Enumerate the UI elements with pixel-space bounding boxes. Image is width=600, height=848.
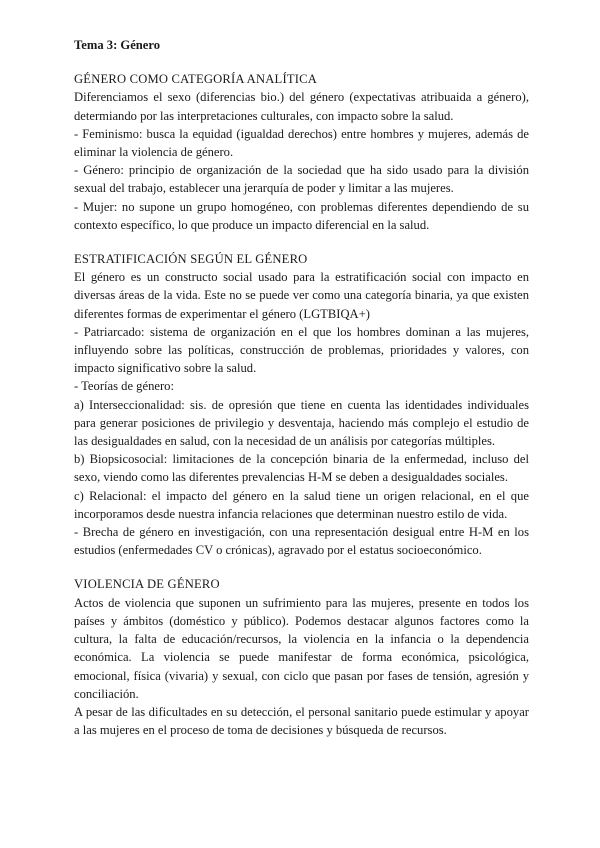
paragraph: A pesar de las dificultades en su detección, el personal sanitario puede estimular y apoyar a las mujeres en el proceso de toma de decisiones y búsqueda de recursos. [74, 704, 529, 738]
paragraph: Diferenciamos el sexo (diferencias bio.) del género (expectativas atribuaida a género), determiando por las interpretaciones culturales, con impacto sobre la salud. [74, 90, 529, 123]
section-heading: ESTRATIFICACIÓN SEGÚN EL GÉNERO [74, 252, 308, 267]
paragraph: - Mujer: no supone un grupo homogéneo, con problemas diferentes dependiendo de su contexto específico, lo que produce un impacto diferencial en la salud. [74, 199, 529, 232]
document-page [74, 36, 529, 755]
paragraph: b) Biopsicosocial: limitaciones de la concepción binaria de la enfermedad, incluso del sexo, viendo como las diferentes prevalencias H-M se deben a desigualdades sociales. [74, 452, 529, 485]
section-violencia [74, 575, 529, 739]
section-heading: GÉNERO COMO CATEGORÍA ANALÍTICA [74, 72, 318, 87]
paragraph: c) Relacional: el impacto del género en la salud tiene un origen relacional, en el que incorporamos desde nuestra infancia relaciones que determinan nuestro estilo de vida. [74, 488, 529, 521]
paragraph: - Feminismo: busca la equidad (igualdad derechos) entre hombres y mujeres, además de eliminar la violencia de género. [74, 126, 529, 160]
paragraph: - Brecha de género en investigación, con una representación desigual entre H-M en los estudios (enfermedades CV o crónicas), agravado por el estatus socioeconómico. [74, 525, 529, 558]
section-estratificacion [74, 250, 529, 559]
paragraph: El género es un constructo social usado para la estratificación social con impacto en diversas áreas de la vida. Este no se puede ver como una categoría binaria, ya que existen diferentes formas de experimentar el género (LGTBIQA+) [74, 270, 529, 321]
paragraph: Actos de violencia que suponen un sufrimiento para las mujeres, presente en todos los países y ámbitos (doméstico y público). Podemos destacar algunos factores como la cultura, la falta de educación/recursos, la violencia en la infancia o la dependencia económica. La violencia se puede manifestar de forma económica, psicológica, emocional, física (vivaria) y sexual, con ciclo que pasan por fases de tensión, agresión y conciliación. [74, 595, 529, 701]
section-genero-categoria [74, 70, 529, 234]
paragraph: - Género: principio de organización de la sociedad que ha sido usado para la división sexual del trabajo, establecer una jerarquía de poder y limitar a las mujeres. [74, 163, 529, 196]
document-title: Tema 3: Género [74, 38, 161, 52]
paragraph: - Teorías de género: [74, 379, 174, 394]
section-heading: VIOLENCIA DE GÉNERO [74, 577, 220, 592]
paragraph: a) Interseccionalidad: sis. de opresión que tiene en cuenta las identidades individuales para generar posiciones de privilegio y desventaja, haciendo más complejo el estudio de las desigualdades en salud, con la necesidad de un análisis por categorías múltiples. [74, 397, 529, 449]
paragraph: - Patriarcado: sistema de organización en el que los hombres dominan a las mujeres, influyendo sobre las políticas, construcción de problemas, prioridades y valores, con impacto significativo sobre la salud. [74, 324, 529, 376]
